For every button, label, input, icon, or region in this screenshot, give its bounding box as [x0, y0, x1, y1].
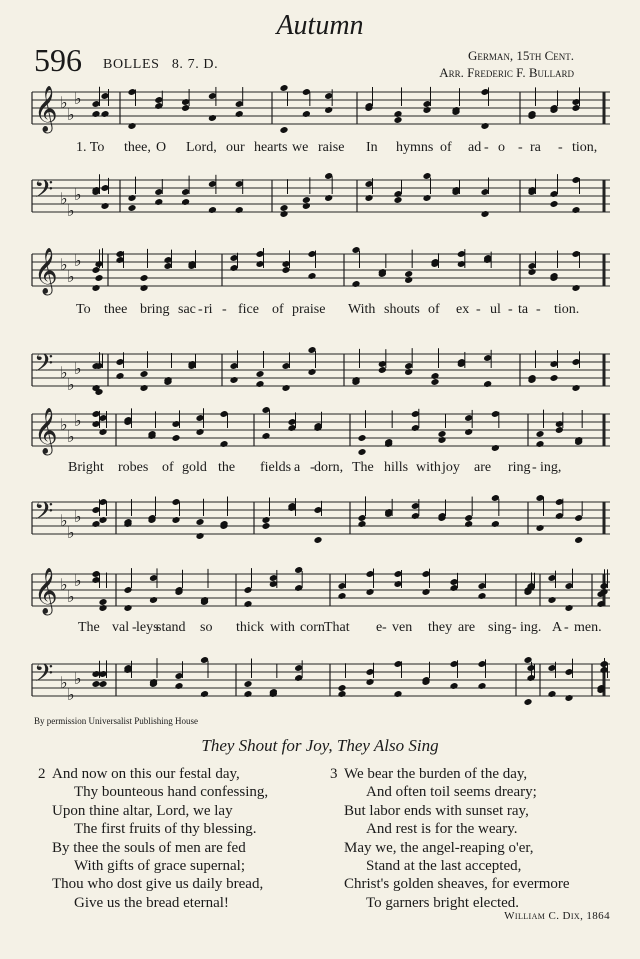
note-head	[404, 276, 413, 284]
lyric-syllable: hymns	[396, 140, 434, 155]
note-head	[324, 194, 333, 202]
note-head	[535, 430, 544, 438]
note-head	[393, 690, 402, 698]
lyric-syllable: 1. To	[76, 140, 105, 155]
note-head	[261, 432, 270, 440]
note-head	[174, 682, 183, 690]
lyric-syllable: -	[536, 302, 541, 317]
treble-clef-icon: 𝄞	[34, 408, 58, 454]
flat-icon: ♭	[60, 255, 68, 274]
flat-icon: ♭	[60, 189, 68, 208]
note-head	[235, 110, 244, 118]
note-head	[480, 210, 489, 218]
note-head	[181, 198, 190, 206]
note-head	[357, 520, 366, 528]
verse-line: To garners bright elected.	[366, 894, 520, 911]
lyric-syllable: val	[112, 620, 130, 635]
lyric-syllable: ex	[456, 302, 470, 317]
permission-note: By permission Universalist Publishing House	[34, 716, 198, 726]
lyric-syllable: joy	[442, 460, 460, 475]
flat-icon: ♭	[67, 523, 75, 542]
verse-line: And now on this our festal day,	[52, 766, 240, 782]
flat-icon: ♭	[60, 93, 68, 112]
lyric-syllable: sac	[178, 302, 196, 317]
lyric-syllable: -	[310, 460, 315, 475]
lyric-syllable: shouts	[384, 302, 420, 317]
note-head	[464, 428, 473, 436]
note-head	[357, 448, 366, 456]
flat-icon: ♭	[74, 359, 82, 378]
flat-icon: ♭	[60, 363, 68, 382]
note-head	[171, 516, 180, 524]
lyric-syllable: That	[324, 620, 350, 635]
note-head	[365, 678, 374, 686]
note-head	[229, 376, 238, 384]
note-head	[421, 588, 430, 596]
note-head	[437, 436, 446, 444]
note-head	[127, 194, 136, 202]
lyric-syllable: are	[458, 620, 476, 635]
note-head	[195, 428, 204, 436]
note-head	[302, 202, 311, 210]
verse-line: Upon thine altar, Lord, we lay	[52, 802, 233, 819]
note-head	[337, 690, 346, 698]
music-system-2	[32, 248, 610, 394]
flat-icon: ♭	[74, 411, 82, 430]
lyric-syllable: gold	[182, 460, 207, 475]
note-head	[480, 122, 489, 130]
flat-icon: ♭	[60, 575, 68, 594]
verse-line: Stand at the last accepted,	[366, 858, 522, 875]
hymn-number: 596	[34, 42, 82, 78]
note-head	[422, 106, 431, 114]
lyric-syllable: -	[198, 302, 203, 317]
flat-icon: ♭	[67, 267, 75, 286]
lyric-syllable: o	[498, 140, 505, 155]
music-source: German, 15th Cent.	[467, 48, 574, 63]
flat-icon: ♭	[67, 201, 75, 220]
note-head	[115, 372, 124, 380]
note-head	[127, 122, 136, 130]
bass-staff	[32, 175, 610, 220]
verse-line: The first fruits of thy blessing.	[74, 821, 257, 838]
lyric-syllable: ra	[530, 140, 541, 155]
verse-line: May we, the angel-reaping o'er,	[344, 839, 534, 856]
treble-clef-icon: 𝄞	[34, 86, 58, 132]
note-head	[571, 384, 580, 392]
lyric-syllable: ri	[204, 302, 213, 317]
note-head	[549, 374, 558, 382]
note-head	[91, 110, 100, 118]
note-head	[564, 694, 573, 702]
verse-line: By thee the souls of men are fed	[52, 839, 246, 856]
note-head	[91, 680, 100, 688]
lyric-syllable: To	[76, 302, 91, 317]
note-head	[195, 518, 204, 526]
note-head	[261, 522, 270, 530]
lyric-syllable: -	[476, 302, 481, 317]
note-head	[549, 200, 558, 208]
note-head	[527, 268, 536, 276]
lyric-syllable: of	[428, 302, 440, 317]
note-head	[324, 106, 333, 114]
note-head	[393, 116, 402, 124]
lyric-syllable: fields	[260, 460, 292, 475]
verse-line: But labor ends with sunset ray,	[344, 802, 529, 819]
lyric-syllable: are	[474, 460, 492, 475]
lyric-syllable: of	[272, 302, 284, 317]
note-head	[449, 682, 458, 690]
lyric-syllable: ven	[392, 620, 413, 635]
note-head	[255, 380, 264, 388]
note-head	[243, 680, 252, 688]
note-head	[200, 690, 209, 698]
verse-3	[330, 765, 570, 912]
note-head	[91, 284, 100, 292]
lyric-syllable: Bright	[68, 460, 104, 475]
lyric-syllable: leys	[136, 620, 159, 635]
lyric-syllable: Lord,	[186, 140, 217, 155]
flat-icon: ♭	[67, 105, 75, 124]
note-head	[535, 524, 544, 532]
note-head	[307, 272, 316, 280]
note-head	[571, 206, 580, 214]
bass-clef-icon: 𝄢	[34, 175, 54, 210]
bass-staff	[32, 659, 610, 704]
note-head	[491, 444, 500, 452]
note-head	[422, 194, 431, 202]
note-head	[235, 206, 244, 214]
note-head	[430, 372, 439, 380]
tune-name: BOLLES	[103, 57, 160, 72]
treble-clef-icon: 𝄞	[34, 248, 58, 294]
lyric-syllable: The	[352, 460, 374, 475]
note-head	[535, 440, 544, 448]
flat-icon: ♭	[60, 415, 68, 434]
lyric-syllable: our	[226, 140, 245, 155]
verse-line: Give us the bread eternal!	[74, 894, 229, 911]
note-head	[139, 274, 148, 282]
lyric-syllable: The	[78, 620, 100, 635]
lyric-syllable: bring	[140, 302, 170, 317]
note-head	[91, 520, 100, 528]
note-head	[404, 368, 413, 376]
treble-staff	[32, 568, 610, 614]
flat-icon: ♭	[60, 673, 68, 692]
lyric-syllable: -	[512, 620, 517, 635]
note-head	[100, 202, 109, 210]
music-system-3	[32, 408, 610, 542]
note-head	[195, 532, 204, 540]
lyric-syllable: O	[156, 140, 167, 155]
lyric-syllable: thick	[236, 620, 264, 635]
note-head	[393, 196, 402, 204]
note-head	[564, 604, 573, 612]
lyric-syllable: corn	[300, 620, 325, 635]
flat-icon: ♭	[74, 185, 82, 204]
lyric-syllable: men.	[574, 620, 602, 635]
lyric-syllable: -	[558, 140, 563, 155]
note-head	[430, 378, 439, 386]
note-head	[171, 434, 180, 442]
bass-staff	[32, 497, 610, 542]
lyric-syllable: -	[222, 302, 227, 317]
lyric-syllable: -	[564, 620, 569, 635]
note-head	[139, 284, 148, 292]
lyric-syllable: with	[416, 460, 441, 475]
meter: 8. 7. D.	[171, 57, 219, 72]
note-head	[337, 592, 346, 600]
note-head	[94, 274, 103, 282]
verse-line: Thy bounteous hand confessing,	[74, 784, 269, 801]
note-head	[571, 284, 580, 292]
note-head	[149, 596, 158, 604]
music-system-4	[32, 568, 610, 704]
arranger: Arr. Frederic F. Bullard	[439, 65, 574, 80]
lyric-syllable: dorn,	[314, 460, 344, 475]
lyric-syllable: ul	[490, 302, 501, 317]
verse-line: With gifts of grace supernal;	[74, 858, 246, 875]
treble-staff	[32, 86, 610, 132]
bass-clef-icon: 𝄢	[34, 497, 54, 532]
lyric-syllable: tion,	[572, 140, 598, 155]
lyric-syllable: praise	[292, 302, 326, 317]
note-head	[302, 110, 311, 118]
note-head	[313, 536, 322, 544]
lyric-syllable: -	[532, 460, 537, 475]
note-head	[547, 690, 556, 698]
lyric-syllable: hills	[384, 460, 409, 475]
lyric-syllable: sing	[488, 620, 512, 635]
bass-clef-icon: 𝄢	[34, 659, 54, 694]
lyric-syllable: a	[294, 460, 301, 475]
note-head	[523, 698, 532, 706]
lyric-syllable: of	[162, 460, 174, 475]
tune-info	[103, 57, 218, 73]
note-head	[477, 592, 486, 600]
note-head	[127, 204, 136, 212]
flat-icon: ♭	[74, 89, 82, 108]
lyric-syllable: we	[292, 140, 309, 155]
flat-icon: ♭	[67, 375, 75, 394]
note-head	[208, 114, 217, 122]
flat-icon: ♭	[74, 571, 82, 590]
note-head	[279, 84, 288, 92]
note-head	[483, 380, 492, 388]
note-head	[337, 684, 346, 692]
note-head	[351, 280, 360, 288]
note-head	[393, 110, 402, 118]
note-head	[243, 600, 252, 608]
flat-icon: ♭	[74, 251, 82, 270]
verse-2	[38, 765, 269, 912]
lyric-syllable: stand	[156, 620, 186, 635]
treble-staff	[32, 248, 610, 294]
music-system-1	[32, 86, 610, 220]
note-head	[437, 430, 446, 438]
lyric-syllable: of	[440, 140, 452, 155]
note-head	[98, 604, 107, 612]
season-heading: Autumn	[276, 10, 364, 41]
lyric-syllable: -	[508, 302, 513, 317]
note-head	[98, 680, 107, 688]
lyric-syllable: ad	[468, 140, 482, 155]
note-head	[261, 516, 270, 524]
lyric-syllable: With	[348, 302, 376, 317]
lyric-syllable: robes	[118, 460, 149, 475]
note-head	[279, 204, 288, 212]
note-head	[139, 370, 148, 378]
lyric-syllable: raise	[318, 140, 345, 155]
verse-heading: They Shout for Joy, They Also Sing	[201, 736, 439, 755]
lyric-syllable: hearts	[254, 140, 288, 155]
lyric-syllable: -	[382, 620, 387, 635]
note-head	[98, 598, 107, 606]
note-head	[464, 520, 473, 528]
lyric-syllable: ing.	[520, 620, 542, 635]
note-head	[208, 206, 217, 214]
note-head	[547, 596, 556, 604]
lyric-syllable: e	[376, 620, 383, 635]
note-head	[357, 434, 366, 442]
verse-number: 2	[38, 766, 46, 782]
note-head	[491, 520, 500, 528]
verse-number: 3	[330, 766, 338, 782]
lyric-syllable: ing,	[540, 460, 562, 475]
text-author: William C. Dix, 1864	[504, 910, 610, 922]
treble-clef-icon: 𝄞	[34, 568, 58, 614]
lyric-syllable: -	[484, 140, 489, 155]
lyric-syllable: with	[270, 620, 295, 635]
lyric-syllable: -	[518, 140, 523, 155]
note-head	[243, 690, 252, 698]
flat-icon: ♭	[67, 685, 75, 704]
note-head	[574, 536, 583, 544]
lyric-syllable: In	[366, 140, 378, 155]
verse-line: Christ's golden sheaves, for evermore	[344, 876, 570, 893]
flat-icon: ♭	[67, 427, 75, 446]
treble-staff	[32, 408, 610, 454]
lyric-syllable: thee	[104, 302, 128, 317]
note-head	[302, 196, 311, 204]
note-head	[364, 194, 373, 202]
bass-clef-icon: 𝄢	[34, 349, 54, 384]
verse-line: And rest is for the weary.	[366, 821, 518, 838]
lyric-syllable: the	[218, 460, 236, 475]
note-head	[219, 440, 228, 448]
note-head	[477, 682, 486, 690]
lyric-syllable: ta	[518, 302, 529, 317]
note-head	[98, 428, 107, 436]
lyric-syllable: tion.	[554, 302, 580, 317]
lyric-syllable: ring	[508, 460, 531, 475]
note-head	[123, 604, 132, 612]
verse-line: And often toil seems dreary;	[366, 784, 537, 801]
note-head	[98, 516, 107, 524]
bass-staff	[32, 349, 610, 394]
flat-icon: ♭	[74, 507, 82, 526]
flat-icon: ♭	[60, 511, 68, 530]
note-head	[279, 210, 288, 218]
verse-line: We bear the burden of the day,	[344, 766, 528, 782]
verse-line: Thou who dost give us daily bread,	[52, 876, 264, 893]
flat-icon: ♭	[74, 669, 82, 688]
note-head	[279, 126, 288, 134]
note-head	[365, 588, 374, 596]
lyric-syllable: A	[552, 620, 563, 635]
lyric-syllable: so	[200, 620, 213, 635]
note-head	[154, 198, 163, 206]
note-head	[100, 110, 109, 118]
note-head	[255, 370, 264, 378]
lyric-syllable: thee,	[124, 140, 151, 155]
lyric-syllable: they	[428, 620, 453, 635]
flat-icon: ♭	[67, 587, 75, 606]
lyric-syllable: fice	[238, 302, 259, 317]
music-credits	[439, 47, 574, 81]
note-head	[404, 270, 413, 278]
note-head	[139, 384, 148, 392]
note-head	[281, 384, 290, 392]
lyric-syllable: -	[132, 620, 137, 635]
note-head	[307, 368, 316, 376]
